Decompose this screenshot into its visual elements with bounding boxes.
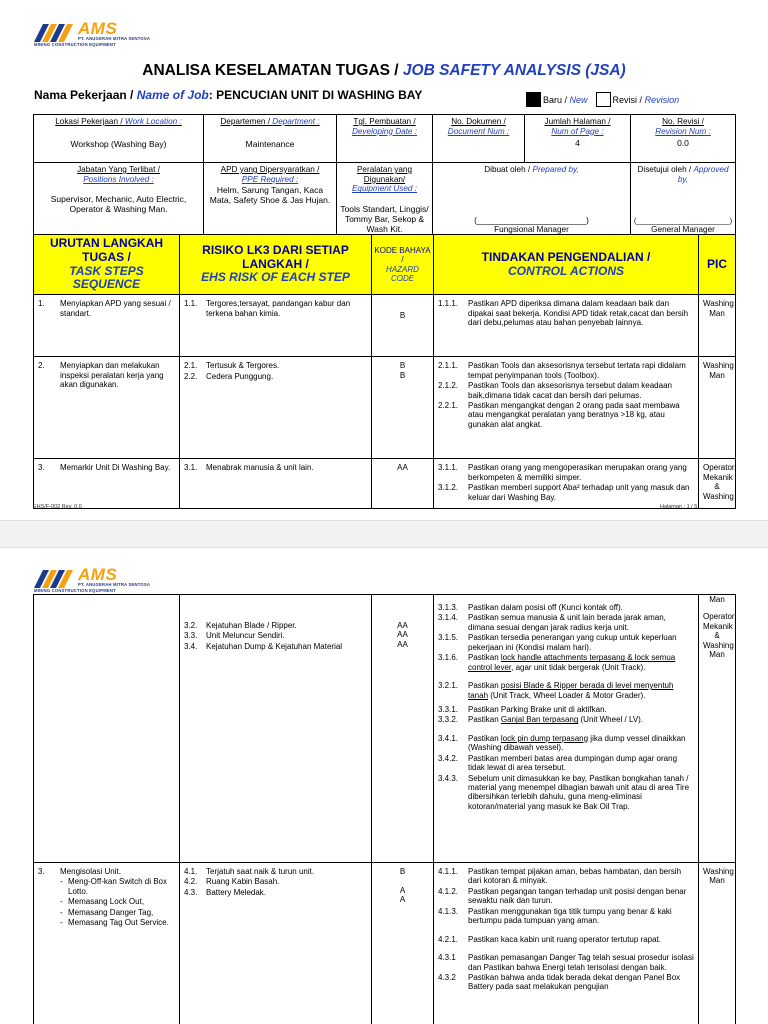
step-cell: 2. Menyiapkan dan melakukan inspeksi peralatan kerja yang akan digunakan. bbox=[34, 357, 180, 459]
job-name bbox=[34, 88, 422, 102]
ppe-value: Helm, Sarung Tangan, Kaca Mata, Safety Shoe & Jas Hujan. bbox=[209, 185, 331, 206]
pic-cell: Operator, Mekanik & Washing bbox=[699, 459, 736, 509]
equipment-value: Tools Standart, Linggis/ Tommy Bar, Sekop & Wash Kit. bbox=[340, 204, 429, 235]
work-location-cell: Lokasi Pekerjaan / Work Location : Workshop (Washing Bay) bbox=[34, 115, 204, 163]
step-cell: 3. Mengisolasi Unit. - Meng-Off-kan Switch di Box Lotto. - Memasang Lock Out, - Memasang Danger Tag, - Memasang Tag Out Service. bbox=[34, 863, 180, 1024]
equipment-cell: Peralatan yang Digunakan/ Equipment Used : Tools Standart, Linggis/ Tommy Bar, Sekop & Wash Kit. bbox=[337, 163, 433, 237]
hazard-code-cell: AA bbox=[372, 459, 434, 509]
title-indonesian: ANALISA KESELAMATAN TUGAS / bbox=[142, 62, 399, 79]
job-value: : PENCUCIAN UNIT DI WASHING BAY bbox=[208, 88, 423, 102]
page-number: Halaman : 1 / 5 bbox=[660, 504, 698, 510]
step-cell: 3. Memarkir Unit Di Washing Bay. bbox=[34, 459, 180, 509]
pic-cell: Man Operator, Mekanik & Washing Man bbox=[699, 595, 736, 863]
logo-brand: AMS bbox=[78, 565, 118, 584]
logo-tagline: MINING CONSTRUCTION EQUIPMENT bbox=[34, 42, 116, 47]
positions-value: Supervisor, Mechanic, Auto Electric, Operator & Washing Man. bbox=[50, 194, 187, 215]
department-cell: Departemen / Department : Maintenance bbox=[204, 115, 337, 163]
hazard-code-cell: AA AA AA bbox=[372, 595, 434, 863]
job-label-english: Name of Job bbox=[136, 88, 209, 102]
new-label: Baru / bbox=[543, 94, 568, 105]
info-row-2 bbox=[34, 163, 736, 237]
new-label-english: New bbox=[569, 94, 588, 105]
control-cell: 4.1.1. Pastikan tempat pijakan aman, bebas hambatan, dan bersih dari kotoran & minyak. 4.1.2. Pastikan pegangan tangan terhadap unit posisi dengan benar sewaktu naik dan turun. 4.1.3. Pastikan menggunakan tiga titik tumpu yang benar & kaki bertumpu pada tumpuan yang aman. 4.2.1. Pastikan kaca kabin unit ruang operator tertutup rapat. 4.3.1 Pastikan pemasangan Danger Tag telah sesuai prosedur isolasi dan Pastikan bahwa Energi telah terisolasi dengan baik. 4.3.2 Pastikan bahwa anda tidak berada dekat dengan Panel Box Battery pada saat melakukan pengujian bbox=[434, 863, 699, 1024]
positions-cell: Jabatan Yang Terlibat / Positions Involved : Supervisor, Mechanic, Auto Electric, Operator & Washing Man. bbox=[34, 163, 204, 237]
table-row bbox=[34, 595, 736, 863]
logo-mark-icon bbox=[34, 24, 78, 42]
ppe-cell: APD yang Dipersyaratkan / PPE Required : Helm, Sarung Tangan, Kaca Mata, Safety Shoe & Jas Hujan. bbox=[204, 163, 337, 237]
work-location-value: Workshop (Washing Bay) bbox=[70, 138, 167, 149]
new-checkbox[interactable] bbox=[526, 92, 541, 107]
department-value: Maintenance bbox=[245, 138, 295, 149]
company-logo bbox=[34, 565, 151, 593]
header-control-actions: TINDAKAN PENGENDALIAN / CONTROL ACTIONS bbox=[434, 235, 699, 295]
risk-cell: 3.2. Kejatuhan Blade / Ripper. 3.3. Unit Meluncur Sendiri. 3.4. Kejatuhan Dump & Kejatuhan Material bbox=[180, 595, 372, 863]
header-pic: PIC bbox=[699, 235, 736, 295]
table-header-row bbox=[34, 235, 736, 295]
jsa-table-page-2 bbox=[33, 594, 736, 1024]
risk-cell: 1.1. Tergores,tersayat, pandangan kabur dan terkena bahan kimia. bbox=[180, 295, 372, 357]
jsa-table-page-1 bbox=[33, 234, 736, 509]
control-cell: 3.1.3. Pastikan dalam posisi off (Kunci kontak off). 3.1.4. Pastikan semua manusia & unit lain berada jarak aman, dimana sesuai dengan jarak radius kerja unit. 3.1.5. Pastikan tersedia penerangan yang cukup untuk keperluan pekerjaan ini (Kondisi malam hari). 3.1.6. Pastikan lock handle attachments terpasang & lock semua control lever, agar unit tidak bergerak (Unit Track). 3.2.1. Pastikan posisi Blade & Ripper berada di level menyentuh tanah (Unit Track, Wheel Loader & Motor Grader). 3.3.1. Pastikan Parking Brake unit di aktifkan. 3.3.2. Pastikan Ganjal Ban terpasang (Unit Wheel / LV). 3.4.1. Pastikan lock pin dump terpasang jika dump vessel dinaikkan (Washing dibawah vessel). 3.4.2. Pastikan memberi batas area dumpingan dump agar orang tidak lewat di area tersebut. 3.4.3. Sebelum unit dimasukkan ke bay, Pastikan bongkahan tanah / material yang menempel dibagian bawah unit atau di area Tire dibersihkan terlebih dahulu, guna meng-eliminasi kotoran/material yang masuk ke Bak Oil Trap. bbox=[434, 595, 699, 863]
form-code: EHS/F-002 Rev. 0.0 bbox=[33, 504, 82, 510]
document-title bbox=[0, 62, 768, 80]
hazard-code-cell: B A A bbox=[372, 863, 434, 1024]
risk-cell: 3.1. Menabrak manusia & unit lain. bbox=[180, 459, 372, 509]
table-row bbox=[34, 357, 736, 459]
table-row bbox=[34, 295, 736, 357]
developing-date-cell: Tgl. Pembuatan / Developing Date : bbox=[337, 115, 433, 163]
page-count-value: 4 bbox=[575, 138, 580, 149]
table-row bbox=[34, 863, 736, 1024]
logo-mark-icon bbox=[34, 570, 78, 588]
step-cell bbox=[34, 595, 180, 863]
pic-cell: Washing Man bbox=[699, 357, 736, 459]
header-ehs-risk: RISIKO LK3 DARI SETIAP LANGKAH / EHS RISK OF EACH STEP bbox=[180, 235, 372, 295]
logo-subtitle: PT. ANUGERAH MITRA SENTOSA bbox=[78, 36, 151, 41]
approved-by-cell: Disetujui oleh / Approved by, (________________________) General Manager bbox=[631, 163, 736, 237]
pic-cell: Washing Man bbox=[699, 863, 736, 1024]
revision-status bbox=[526, 92, 679, 107]
header-task-steps: URUTAN LANGKAH TUGAS / TASK STEPS SEQUENCE bbox=[34, 235, 180, 295]
prepared-by-role: Fungsional Manager bbox=[494, 225, 569, 235]
document-number-cell: No. Dokumen / Document Num : bbox=[433, 115, 525, 163]
title-english: JOB SAFETY ANALYSIS (JSA) bbox=[402, 62, 626, 79]
table-row bbox=[34, 459, 736, 509]
approved-by-role: General Manager bbox=[651, 225, 715, 235]
logo-tagline: MINING CONSTRUCTION EQUIPMENT bbox=[34, 588, 116, 593]
logo-subtitle: PT. ANUGERAH MITRA SENTOSA bbox=[78, 582, 151, 587]
hazard-code-cell: B B bbox=[372, 357, 434, 459]
approved-by-signature: (________________________) bbox=[633, 217, 733, 225]
prepared-by-cell: Dibuat oleh / Prepared by, (________________________) Fungsional Manager bbox=[433, 163, 631, 237]
logo-brand: AMS bbox=[78, 19, 118, 38]
risk-cell: 4.1. Terjatuh saat naik & turun unit. 4.2. Ruang Kabin Basah. 4.3. Battery Meledak. bbox=[180, 863, 372, 1024]
page-count-cell: Jumlah Halaman / Num of Page : 4 bbox=[525, 115, 631, 163]
info-row-1 bbox=[34, 115, 736, 163]
document-info-table bbox=[33, 114, 736, 237]
prepared-by-signature: (________________________) bbox=[474, 216, 589, 226]
step-sublist: - Meng-Off-kan Switch di Box Lotto. - Memasang Lock Out, - Memasang Danger Tag, - Memasang Tag Out Service. bbox=[60, 877, 169, 928]
header-hazard-code: KODE BAHAYA / HAZARD CODE bbox=[372, 235, 434, 295]
revision-checkbox[interactable] bbox=[596, 92, 611, 107]
page-separator bbox=[0, 520, 768, 548]
step-cell: 1. Menyiapkan APD yang sesuai / standart. bbox=[34, 295, 180, 357]
revision-label: Revisi / bbox=[612, 94, 643, 105]
control-cell: 2.1.1. Pastikan Tools dan aksesorisnya tersebut tertata rapi didalam tempat penyimpanan tools (Toolbox). 2.1.2. Pastikan Tools dan aksesorisnya tersebut dalam keadaan baik,dimana tidak cacat dan bersih dari pelumas. 2.2.1. Pastikan mengangkat dengan 2 orang pada saat membawa atau mengangkat peralatan yang beratnya >18 kg, atau gunakan alat angkat. bbox=[434, 357, 699, 459]
control-cell: 3.1.1. Pastikan orang yang mengoperasikan merupakan orang yang berkompeten & memiliki simper. 3.1.2. Pastikan memberi support Aba² terhadap unit yang masuk dan keluar dari Washing Bay. bbox=[434, 459, 699, 509]
hazard-code-cell: B bbox=[372, 295, 434, 357]
revision-number-cell: No. Revisi / Revision Num : 0.0 bbox=[631, 115, 736, 163]
pic-cell: Washing Man bbox=[699, 295, 736, 357]
revision-label-english: Revision bbox=[644, 94, 680, 105]
job-label: Nama Pekerjaan / bbox=[34, 88, 134, 102]
risk-cell: 2.1. Tertusuk & Tergores. 2.2. Cedera Punggung. bbox=[180, 357, 372, 459]
control-cell: 1.1.1. Pastikan APD diperiksa dimana dalam keadaan baik dan dipakai saat bekerja. Kondisi APD tidak retak,cacat dan bersih dari debu,pelumas atau bahan penyebab lainnya. bbox=[434, 295, 699, 357]
document-page-2 bbox=[0, 548, 768, 1024]
company-logo bbox=[34, 19, 151, 47]
revision-number-value: 0.0 bbox=[677, 138, 689, 149]
